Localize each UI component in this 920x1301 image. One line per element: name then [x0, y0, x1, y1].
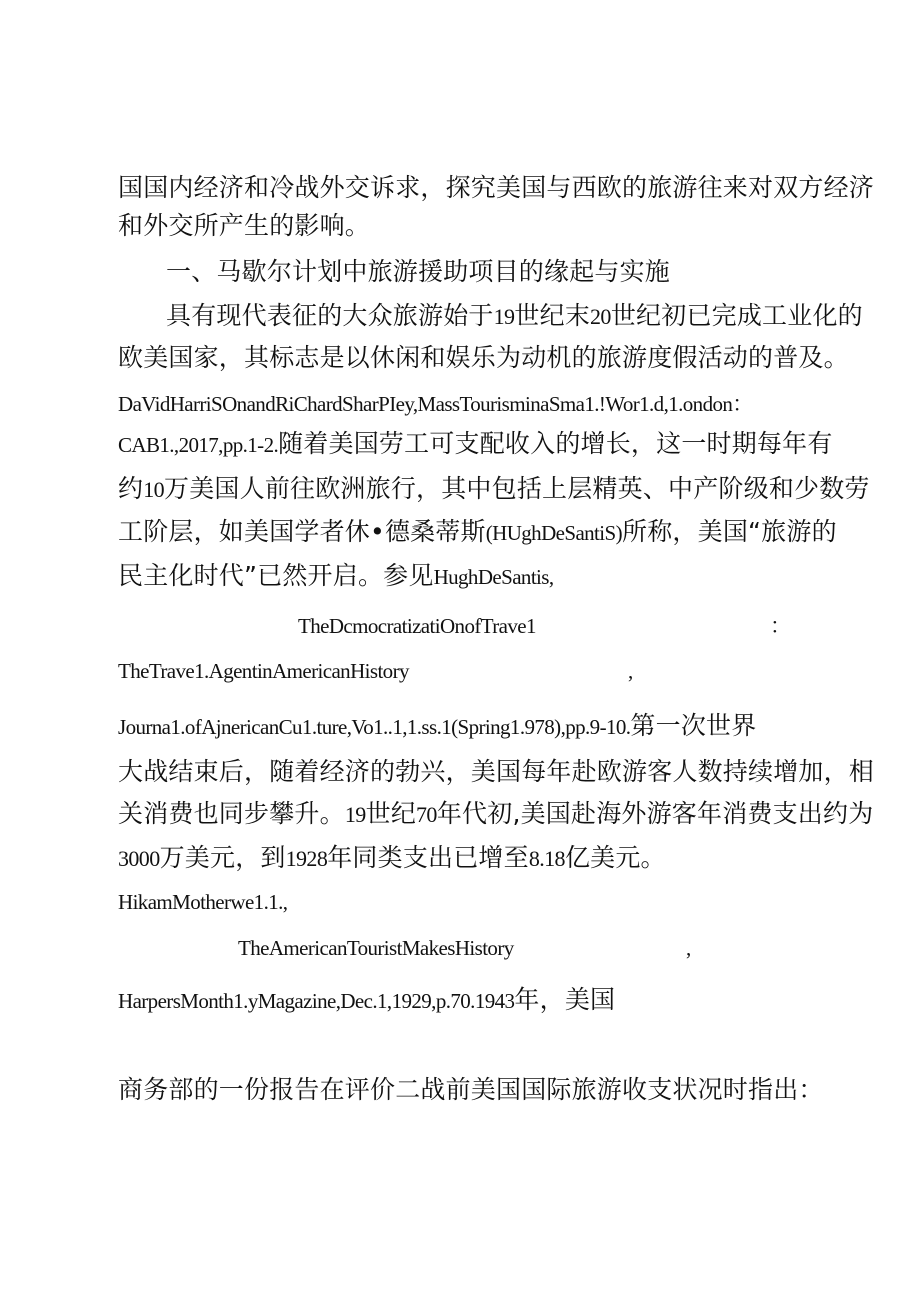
- text-run: 世纪初已完成工业化的: [610, 301, 863, 330]
- body-text-line: [118, 842, 666, 875]
- body-text-line: [118, 428, 833, 464]
- body-text-line: 大战结束后，随着经济的勃兴，美国每年赴欧游客人数持续增加，相: [118, 757, 875, 786]
- text-run: 工阶层，如美国学者休•德桑蒂斯: [118, 517, 486, 546]
- number-run: 8.18: [528, 846, 565, 871]
- text-run: 所称，美国“旅游的: [622, 517, 837, 546]
- text-run: 具有现代表征的大众旅游始于: [166, 301, 494, 330]
- body-text-line: [166, 300, 863, 333]
- citation-title: TheAmericanTouristMakesHistory: [238, 936, 514, 960]
- number-run: 70: [416, 802, 437, 827]
- body-text-line: [118, 516, 837, 552]
- text-run: 民主化时代”已然开启。参见: [118, 561, 434, 590]
- number-run: 20: [590, 304, 611, 329]
- number-run: 1928: [285, 846, 328, 871]
- body-text-line: [118, 473, 870, 506]
- number-run: 19: [493, 304, 515, 329]
- body-text-line: [118, 798, 873, 831]
- citation-run: HarpersMonth1.yMagazine,Dec.1,1929,p.70.1943: [118, 989, 515, 1013]
- citation-author: HikamMotherwe1.1.,: [118, 890, 288, 914]
- citation-run: HughDeSantis,: [433, 565, 554, 589]
- body-text-line: 和外交所产生的影响。: [118, 211, 371, 240]
- text-run: 第一次世界: [630, 711, 757, 740]
- body-text-line: [118, 710, 756, 746]
- citation-subtitle: TheTrave1.AgentinAmericanHistory: [118, 659, 409, 683]
- body-text-line: 商务部的一份报告在评价二战前美国国际旅游收支状况时指出：: [118, 1075, 824, 1104]
- citation-punctuation: ,: [628, 659, 633, 683]
- text-run: 年代初,美国赴海外游客年消费支出约为: [436, 799, 874, 828]
- text-run: 关消费也同步攀升。: [118, 799, 345, 828]
- body-text-line: 欧美国家，其标志是以休闲和娱乐为动机的旅游度假活动的普及。: [118, 343, 849, 372]
- text-run: 亿美元。: [564, 843, 666, 872]
- text-run: 约: [118, 474, 144, 503]
- footnote-citation: DaVidHarriSOnandRiChardSharPIey,MassTourisminaSma1.!Wor1.d,1.ondon：: [118, 392, 753, 416]
- text-run: 随着美国劳工可支配收入的增长，这一时期每年有: [278, 429, 833, 458]
- text-run: 万美国人前往欧洲旅行，其中包括上层精英、中产阶级和少数劳: [164, 474, 870, 503]
- number-run: 19: [344, 802, 366, 827]
- section-heading: 一、马歇尔计划中旅游援助项目的缘起与实施: [166, 257, 671, 286]
- citation-punctuation: ：: [770, 614, 791, 638]
- text-run: 世纪: [365, 799, 417, 828]
- text-run: 万美元，到: [159, 843, 286, 872]
- body-text-line: 国国内经济和冷战外交诉求，探究美国与西欧的旅游往来对双方经济: [118, 173, 875, 202]
- number-run: 3000: [118, 846, 160, 871]
- text-run: 年，美国: [514, 985, 616, 1014]
- text-run: 世纪末: [514, 301, 591, 330]
- citation-punctuation: ,: [686, 936, 691, 960]
- body-text-line: [118, 560, 554, 596]
- citation-run: (HUghDeSantiS): [485, 521, 623, 545]
- text-run: 年同类支出已增至: [327, 843, 529, 872]
- citation-run: Journa1.ofAjnericanCu1.ture,Vo1..1,1.ss.1(Spring1.978),pp.9-10.: [118, 715, 631, 739]
- citation-run: CAB1.,2017,pp.1-2.: [118, 433, 279, 457]
- body-text-line: [118, 984, 615, 1020]
- citation-title: TheDcmocratizatiOnofTrave1: [298, 614, 536, 638]
- number-run: 10: [143, 477, 165, 502]
